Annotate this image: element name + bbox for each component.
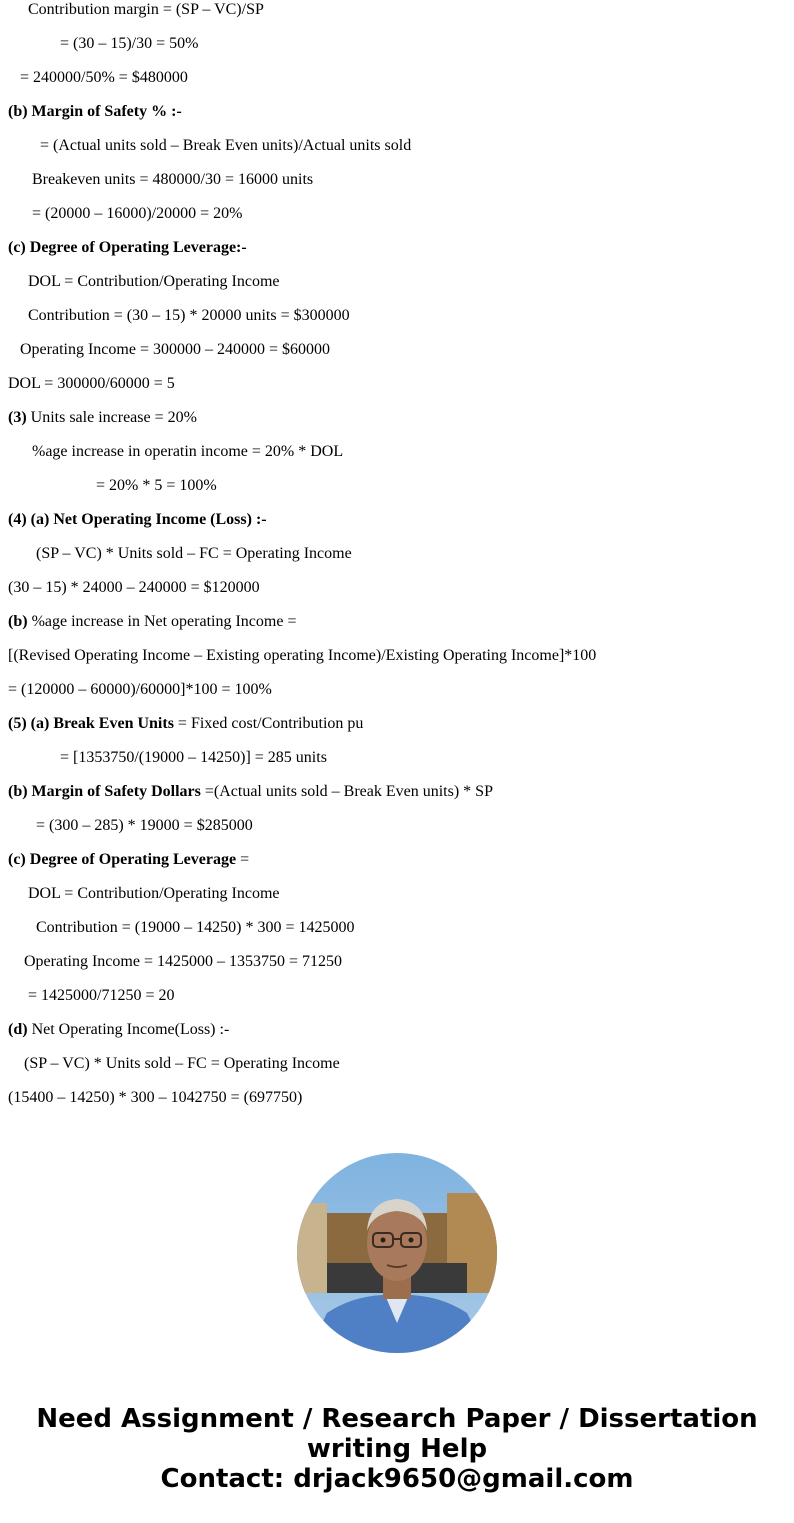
- solution-line: (SP – VC) * Units sold – FC = Operating Income: [36, 545, 352, 562]
- author-portrait-image: [297, 1153, 497, 1353]
- solution-line: = 240000/50% = $480000: [20, 69, 188, 86]
- section-heading: (b) Margin of Safety Dollars =(Actual units sold – Break Even units) * SP: [8, 783, 493, 800]
- section-heading: (c) Degree of Operating Leverage =: [8, 851, 250, 868]
- section-heading: (b) Margin of Safety % :-: [8, 103, 182, 120]
- solution-line: = 20% * 5 = 100%: [96, 477, 217, 494]
- solution-line: = (300 – 285) * 19000 = $285000: [36, 817, 253, 834]
- solution-line: Breakeven units = 480000/30 = 16000 units: [32, 171, 314, 188]
- section-heading: (4) (a) Net Operating Income (Loss) :-: [8, 511, 267, 528]
- contact-email: Contact: drjack9650@gmail.com: [160, 1464, 634, 1494]
- solution-line: DOL = Contribution/Operating Income: [28, 273, 280, 290]
- footer-headline: Need Assignment / Research Paper / Dissertation: [36, 1404, 758, 1434]
- solution-line: DOL = Contribution/Operating Income: [28, 885, 280, 902]
- section-heading: (b) %age increase in Net operating Income =: [8, 613, 297, 630]
- solution-line: DOL = 300000/60000 = 5: [8, 375, 175, 392]
- solution-line: = (Actual units sold – Break Even units)/Actual units sold: [40, 137, 412, 154]
- solution-line: Operating Income = 300000 – 240000 = $60000: [20, 341, 330, 358]
- section-heading: (3) Units sale increase = 20%: [8, 409, 197, 426]
- solution-line: [(Revised Operating Income – Existing operating Income)/Existing Operating Income]*100: [8, 647, 597, 664]
- solution-line: = (120000 – 60000)/60000]*100 = 100%: [8, 681, 272, 698]
- solution-line: Operating Income = 1425000 – 1353750 = 71250: [24, 953, 342, 970]
- solution-line: = (30 – 15)/30 = 50%: [60, 35, 199, 52]
- footer-subheadline: writing Help: [306, 1434, 488, 1464]
- solution-line: = 1425000/71250 = 20: [28, 987, 175, 1004]
- section-heading: (c) Degree of Operating Leverage:-: [8, 239, 247, 256]
- solution-line: %age increase in operatin income = 20% * DOL: [32, 443, 344, 460]
- solution-line: Contribution = (30 – 15) * 20000 units = $300000: [28, 307, 350, 324]
- solution-line: Contribution margin = (SP – VC)/SP: [28, 1, 264, 18]
- solution-line: (30 – 15) * 24000 – 240000 = $120000: [8, 579, 260, 596]
- solution-line: = [1353750/(19000 – 14250)] = 285 units: [60, 749, 327, 766]
- solution-line: (SP – VC) * Units sold – FC = Operating Income: [24, 1055, 340, 1072]
- contact-footer: [0, 1404, 794, 1494]
- solution-line: Contribution = (19000 – 14250) * 300 = 1425000: [36, 919, 355, 936]
- author-avatar: [297, 1153, 497, 1353]
- solution-line: (15400 – 14250) * 300 – 1042750 = (697750): [8, 1089, 303, 1106]
- section-heading: (5) (a) Break Even Units = Fixed cost/Contribution pu: [8, 715, 364, 732]
- section-heading: (d) Net Operating Income(Loss) :-: [8, 1021, 230, 1038]
- solution-line: = (20000 – 16000)/20000 = 20%: [32, 205, 243, 222]
